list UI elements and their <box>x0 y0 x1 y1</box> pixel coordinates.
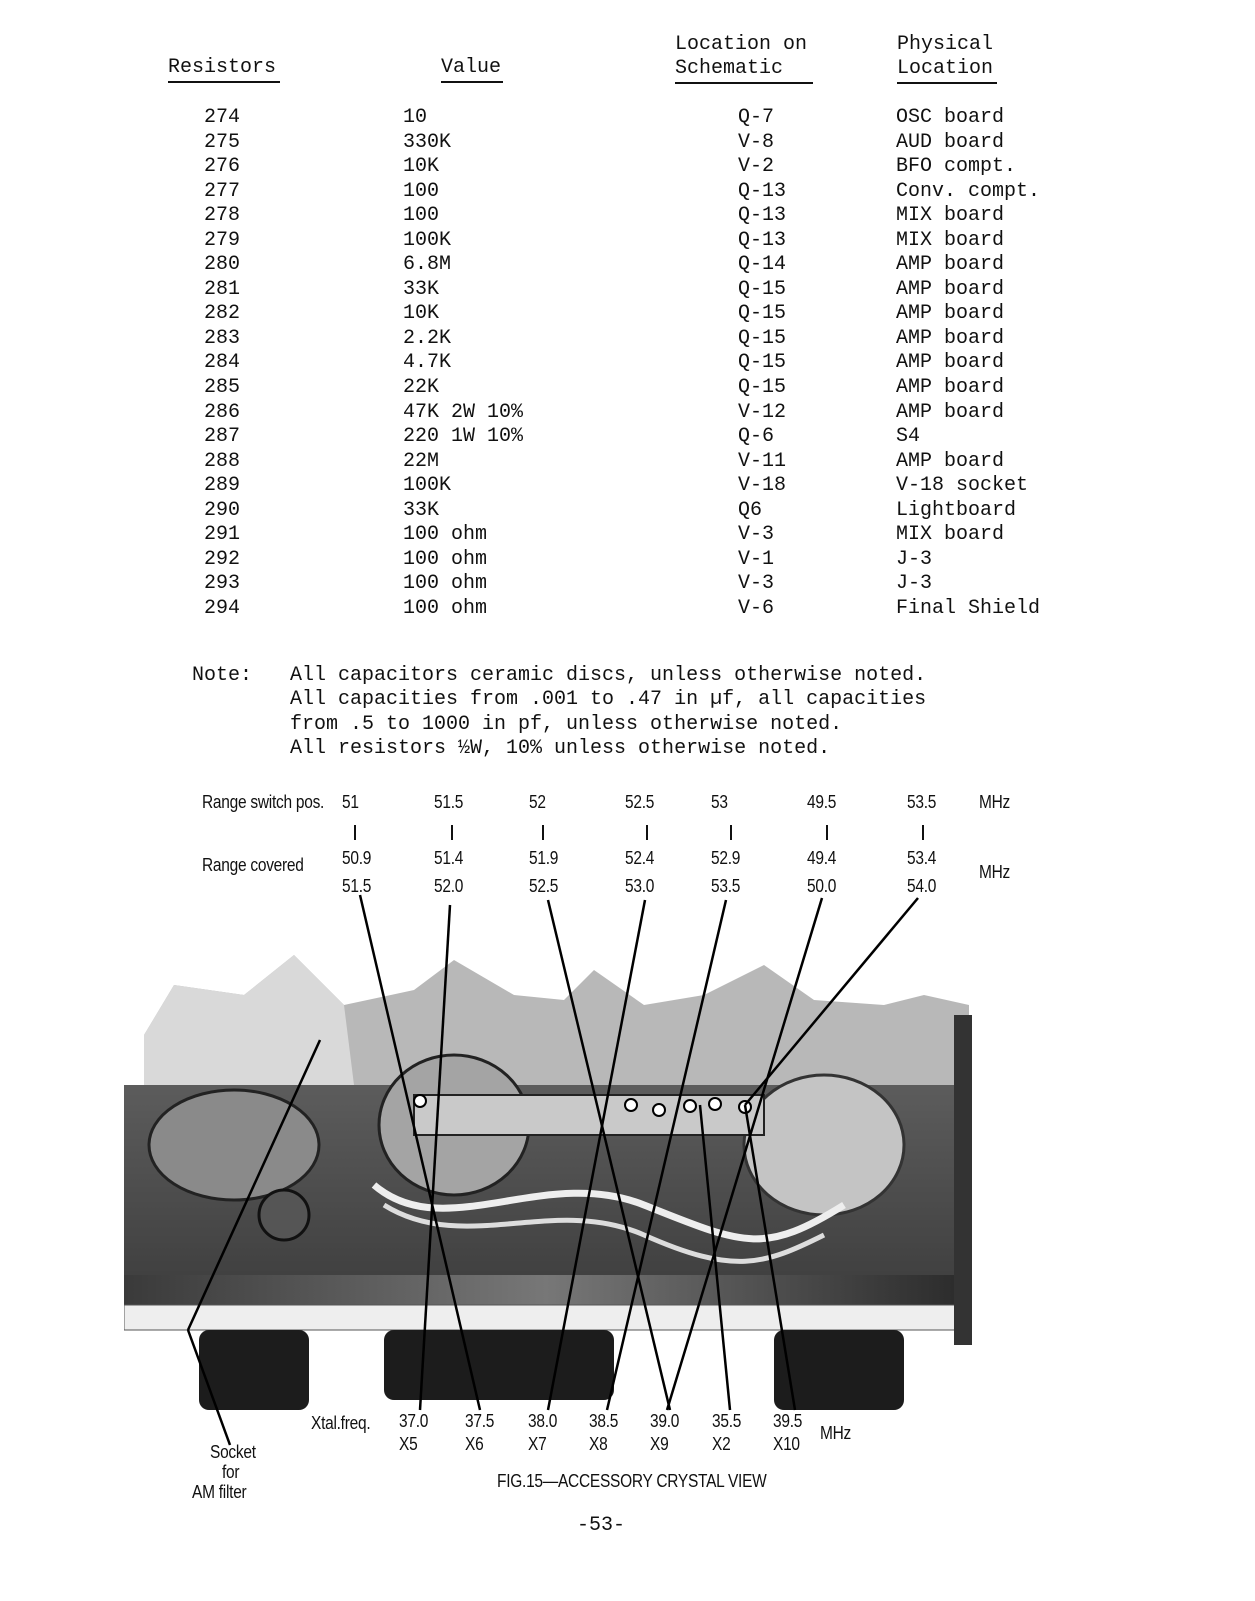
resistor-number: 290 <box>204 498 241 522</box>
resistor-value: 6.8M <box>403 253 452 277</box>
range-high: 53.5 <box>711 876 741 896</box>
resistor-number: 294 <box>204 596 241 620</box>
xtal-id: X2 <box>712 1434 731 1454</box>
schematic-location: Q-15 <box>738 376 787 400</box>
switch-position: 51 <box>342 792 359 812</box>
physical-location: BFO compt. <box>896 155 1017 179</box>
resistor-number: 277 <box>204 179 241 203</box>
schematic-location: Q-7 <box>738 106 775 129</box>
schematic-location: Q-15 <box>738 302 787 326</box>
note-label: Note: <box>192 664 253 687</box>
col-header-resistors: Resistors <box>168 56 286 83</box>
resistor-number: 279 <box>204 228 241 252</box>
schematic-location: Q-15 <box>738 326 787 350</box>
resistor-value: 4.7K <box>403 351 452 375</box>
physical-location: J-3 <box>896 547 933 571</box>
physical-location: Conv. compt. <box>896 179 1041 203</box>
physical-location: MIX board <box>896 204 1005 228</box>
resistor-number: 289 <box>204 474 241 498</box>
resistor-value: 100 ohm <box>403 523 488 547</box>
xtal-frequency: 39.0 <box>650 1411 680 1431</box>
resistor-number: 288 <box>204 449 241 473</box>
resistor-value: 100 ohm <box>403 547 488 571</box>
resistor-number: 275 <box>204 130 241 154</box>
schematic-location: Q-13 <box>738 179 787 203</box>
physical-location: AUD board <box>896 130 1005 154</box>
resistor-number: 284 <box>204 351 241 375</box>
schematic-location: V-18 <box>738 474 787 498</box>
range-low: 51.4 <box>434 848 464 868</box>
schematic-location: V-6 <box>738 596 775 620</box>
physical-location: Lightboard <box>896 498 1017 522</box>
range-high: 54.0 <box>907 876 937 896</box>
xtal-id: X6 <box>465 1434 484 1454</box>
range-low: 51.9 <box>529 848 559 868</box>
switch-position: 49.5 <box>807 792 837 812</box>
physical-location: MIX board <box>896 228 1005 252</box>
physical-location: S4 <box>896 425 921 449</box>
xtal-frequency: 35.5 <box>712 1411 742 1431</box>
socket-label-am-filter: AM filter <box>192 1482 247 1502</box>
schematic-location: Q-13 <box>738 204 787 228</box>
physical-location: AMP board <box>896 326 1005 350</box>
xtal-id: X10 <box>773 1434 800 1454</box>
xtal-id: X5 <box>399 1434 418 1454</box>
physical-location: AMP board <box>896 351 1005 375</box>
physical-location: AMP board <box>896 253 1005 277</box>
resistor-value: 100 <box>403 179 440 203</box>
schematic-location: V-11 <box>738 449 787 473</box>
xtal-id: X7 <box>528 1434 547 1454</box>
xtal-frequency: 37.5 <box>465 1411 495 1431</box>
page-number: -53- <box>577 1514 626 1537</box>
switch-position: 52.5 <box>625 792 655 812</box>
range-low: 52.4 <box>625 848 655 868</box>
mhz-unit-range: MHz <box>979 862 1011 882</box>
switch-position: 52 <box>529 792 546 812</box>
col-header-location-on-schematic: Location on Schematic <box>675 33 815 84</box>
schematic-location: V-12 <box>738 400 787 424</box>
resistor-number: 292 <box>204 547 241 571</box>
range-switch-label: Range switch pos. <box>202 792 325 812</box>
resistor-value: 33K <box>403 498 440 522</box>
resistor-number: 293 <box>204 572 241 596</box>
xtal-id: X8 <box>589 1434 608 1454</box>
resistor-number: 280 <box>204 253 241 277</box>
switch-position: 51.5 <box>434 792 464 812</box>
col-header-physical-location: Physical Location <box>897 33 997 84</box>
physical-location: J-3 <box>896 572 933 596</box>
mhz-unit-xtal: MHz <box>820 1423 852 1443</box>
resistor-number: 274 <box>204 106 241 129</box>
xtal-freq-label: Xtal.freq. <box>311 1413 371 1433</box>
resistor-value: 22K <box>403 376 440 400</box>
xtal-frequency: 38.5 <box>589 1411 619 1431</box>
physical-location: MIX board <box>896 523 1005 547</box>
resistor-value: 100 <box>403 204 440 228</box>
resistor-value: 10K <box>403 155 440 179</box>
mhz-unit-top: MHz <box>979 792 1011 812</box>
range-low: 53.4 <box>907 848 937 868</box>
range-high: 51.5 <box>342 876 372 896</box>
resistor-value: 100K <box>403 228 452 252</box>
note-line: from .5 to 1000 in pf, unless otherwise noted. <box>290 712 843 736</box>
resistor-number: 285 <box>204 376 241 400</box>
physical-location: V-18 socket <box>896 474 1029 498</box>
physical-location: Final Shield <box>896 596 1041 620</box>
resistor-value: 100 ohm <box>403 596 488 620</box>
switch-position: 53.5 <box>907 792 937 812</box>
xtal-id: X9 <box>650 1434 669 1454</box>
resistor-value: 100 ohm <box>403 572 488 596</box>
xtal-frequency: 39.5 <box>773 1411 803 1431</box>
resistor-number: 282 <box>204 302 241 326</box>
resistor-number: 283 <box>204 326 241 350</box>
schematic-location: Q6 <box>738 498 763 522</box>
col-header-value: Value <box>441 56 503 83</box>
physical-location: AMP board <box>896 400 1005 424</box>
socket-label: Socket <box>210 1442 256 1462</box>
note-line: All capacitors ceramic discs, unless otherwise noted. <box>290 664 927 687</box>
resistor-value: 10 <box>403 106 428 129</box>
range-covered-label: Range covered <box>202 855 304 875</box>
figure-caption: FIG.15—ACCESSORY CRYSTAL VIEW <box>497 1471 767 1491</box>
resistor-number: 291 <box>204 523 241 547</box>
schematic-location: Q-14 <box>738 253 787 277</box>
schematic-location: V-2 <box>738 155 775 179</box>
resistor-value: 220 1W 10% <box>403 425 524 449</box>
range-high: 53.0 <box>625 876 655 896</box>
range-low: 52.9 <box>711 848 741 868</box>
resistor-number: 278 <box>204 204 241 228</box>
schematic-location: V-3 <box>738 572 775 596</box>
resistor-value: 22M <box>403 449 440 473</box>
note-line: All capacities from .001 to .47 in µf, all capacities <box>290 688 927 712</box>
resistor-value: 2.2K <box>403 326 452 350</box>
range-low: 49.4 <box>807 848 837 868</box>
resistor-value: 33K <box>403 277 440 301</box>
range-high: 50.0 <box>807 876 837 896</box>
schematic-location: V-1 <box>738 547 775 571</box>
schematic-location: V-3 <box>738 523 775 547</box>
resistor-value: 330K <box>403 130 452 154</box>
resistor-number: 286 <box>204 400 241 424</box>
xtal-frequency: 37.0 <box>399 1411 429 1431</box>
resistor-number: 276 <box>204 155 241 179</box>
note-line: All resistors ½W, 10% unless otherwise noted. <box>290 736 831 760</box>
socket-label-for: for <box>222 1462 240 1482</box>
schematic-location: Q-15 <box>738 277 787 301</box>
schematic-location: V-8 <box>738 130 775 154</box>
schematic-location: Q-13 <box>738 228 787 252</box>
resistor-number: 281 <box>204 277 241 301</box>
switch-position: 53 <box>711 792 728 812</box>
physical-location: AMP board <box>896 449 1005 473</box>
schematic-location: Q-6 <box>738 425 775 449</box>
resistor-value: 47K 2W 10% <box>403 400 524 424</box>
range-high: 52.5 <box>529 876 559 896</box>
physical-location: AMP board <box>896 277 1005 301</box>
resistor-value: 10K <box>403 302 440 326</box>
physical-location: AMP board <box>896 302 1005 326</box>
physical-location: AMP board <box>896 376 1005 400</box>
schematic-location: Q-15 <box>738 351 787 375</box>
xtal-frequency: 38.0 <box>528 1411 558 1431</box>
range-low: 50.9 <box>342 848 372 868</box>
resistor-number: 287 <box>204 425 241 449</box>
physical-location: OSC board <box>896 106 1005 129</box>
resistor-value: 100K <box>403 474 452 498</box>
range-high: 52.0 <box>434 876 464 896</box>
